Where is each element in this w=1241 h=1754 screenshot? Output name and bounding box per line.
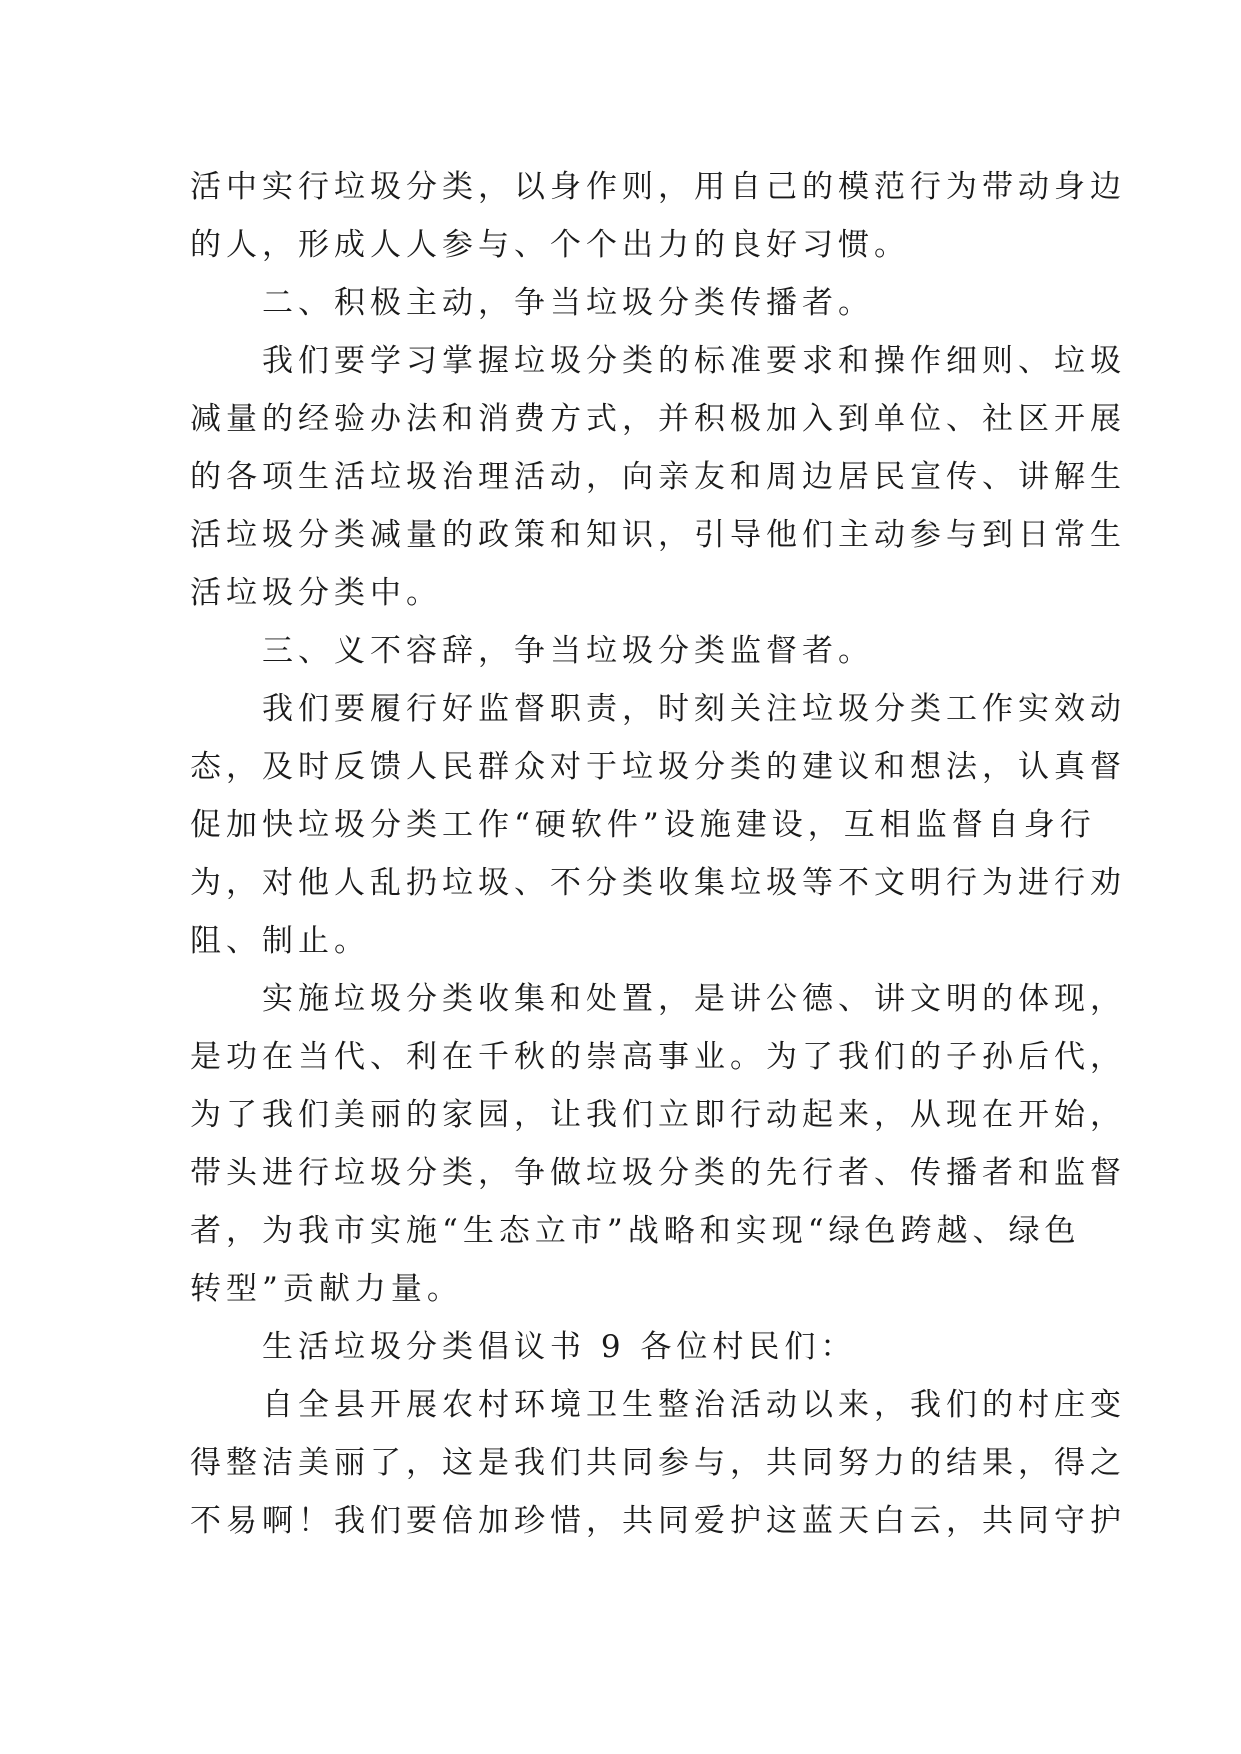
text-line: 不易啊！我们要倍加珍惜，共同爱护这蓝天白云，共同守护 — [190, 1503, 1126, 1539]
text-line: 的人，形成人人参与、个个出力的良好习惯。 — [190, 227, 910, 263]
text-line: 为了我们美丽的家园，让我们立即行动起来，从现在开始， — [190, 1097, 1126, 1133]
document-body — [190, 158, 1126, 1550]
section-heading: 二、积极主动，争当垃圾分类传播者。 — [262, 285, 874, 321]
text-line: 态，及时反馈人民群众对于垃圾分类的建议和想法，认真督 — [190, 749, 1126, 785]
text-line: 得整洁美丽了，这是我们共同参与，共同努力的结果，得之 — [190, 1445, 1126, 1481]
text-line: 转型”贡献力量。 — [190, 1271, 463, 1307]
paragraph-first-line: 自全县开展农村环境卫生整治活动以来，我们的村庄变 — [262, 1387, 1126, 1423]
text-line: 活中实行垃圾分类，以身作则，用自己的模范行为带动身边 — [190, 169, 1126, 205]
letter-title-line: 生活垃圾分类倡议书 9 各位村民们： — [262, 1329, 857, 1365]
text-line: 活垃圾分类减量的政策和知识，引导他们主动参与到日常生 — [190, 517, 1126, 553]
paragraph-first-line: 我们要学习掌握垃圾分类的标准要求和操作细则、垃圾 — [262, 343, 1126, 379]
text-line: 是功在当代、利在千秋的崇高事业。为了我们的子孙后代， — [190, 1039, 1126, 1075]
text-line: 促加快垃圾分类工作“硬软件”设施建设，互相监督自身行 — [190, 807, 1096, 843]
paragraph-first-line: 实施垃圾分类收集和处置，是讲公德、讲文明的体现， — [262, 981, 1126, 1017]
text-line: 减量的经验办法和消费方式，并积极加入到单位、社区开展 — [190, 401, 1126, 437]
text-line: 阻、制止。 — [190, 923, 370, 959]
paragraph-first-line: 我们要履行好监督职责，时刻关注垃圾分类工作实效动 — [262, 691, 1126, 727]
text-line: 者，为我市实施“生态立市”战略和实现“绿色跨越、绿色 — [190, 1213, 1081, 1249]
text-line: 活垃圾分类中。 — [190, 575, 442, 611]
text-line: 为，对他人乱扔垃圾、不分类收集垃圾等不文明行为进行劝 — [190, 865, 1126, 901]
text-line: 带头进行垃圾分类，争做垃圾分类的先行者、传播者和监督 — [190, 1155, 1126, 1191]
section-heading: 三、义不容辞，争当垃圾分类监督者。 — [262, 633, 874, 669]
text-line: 的各项生活垃圾治理活动，向亲友和周边居民宣传、讲解生 — [190, 459, 1126, 495]
